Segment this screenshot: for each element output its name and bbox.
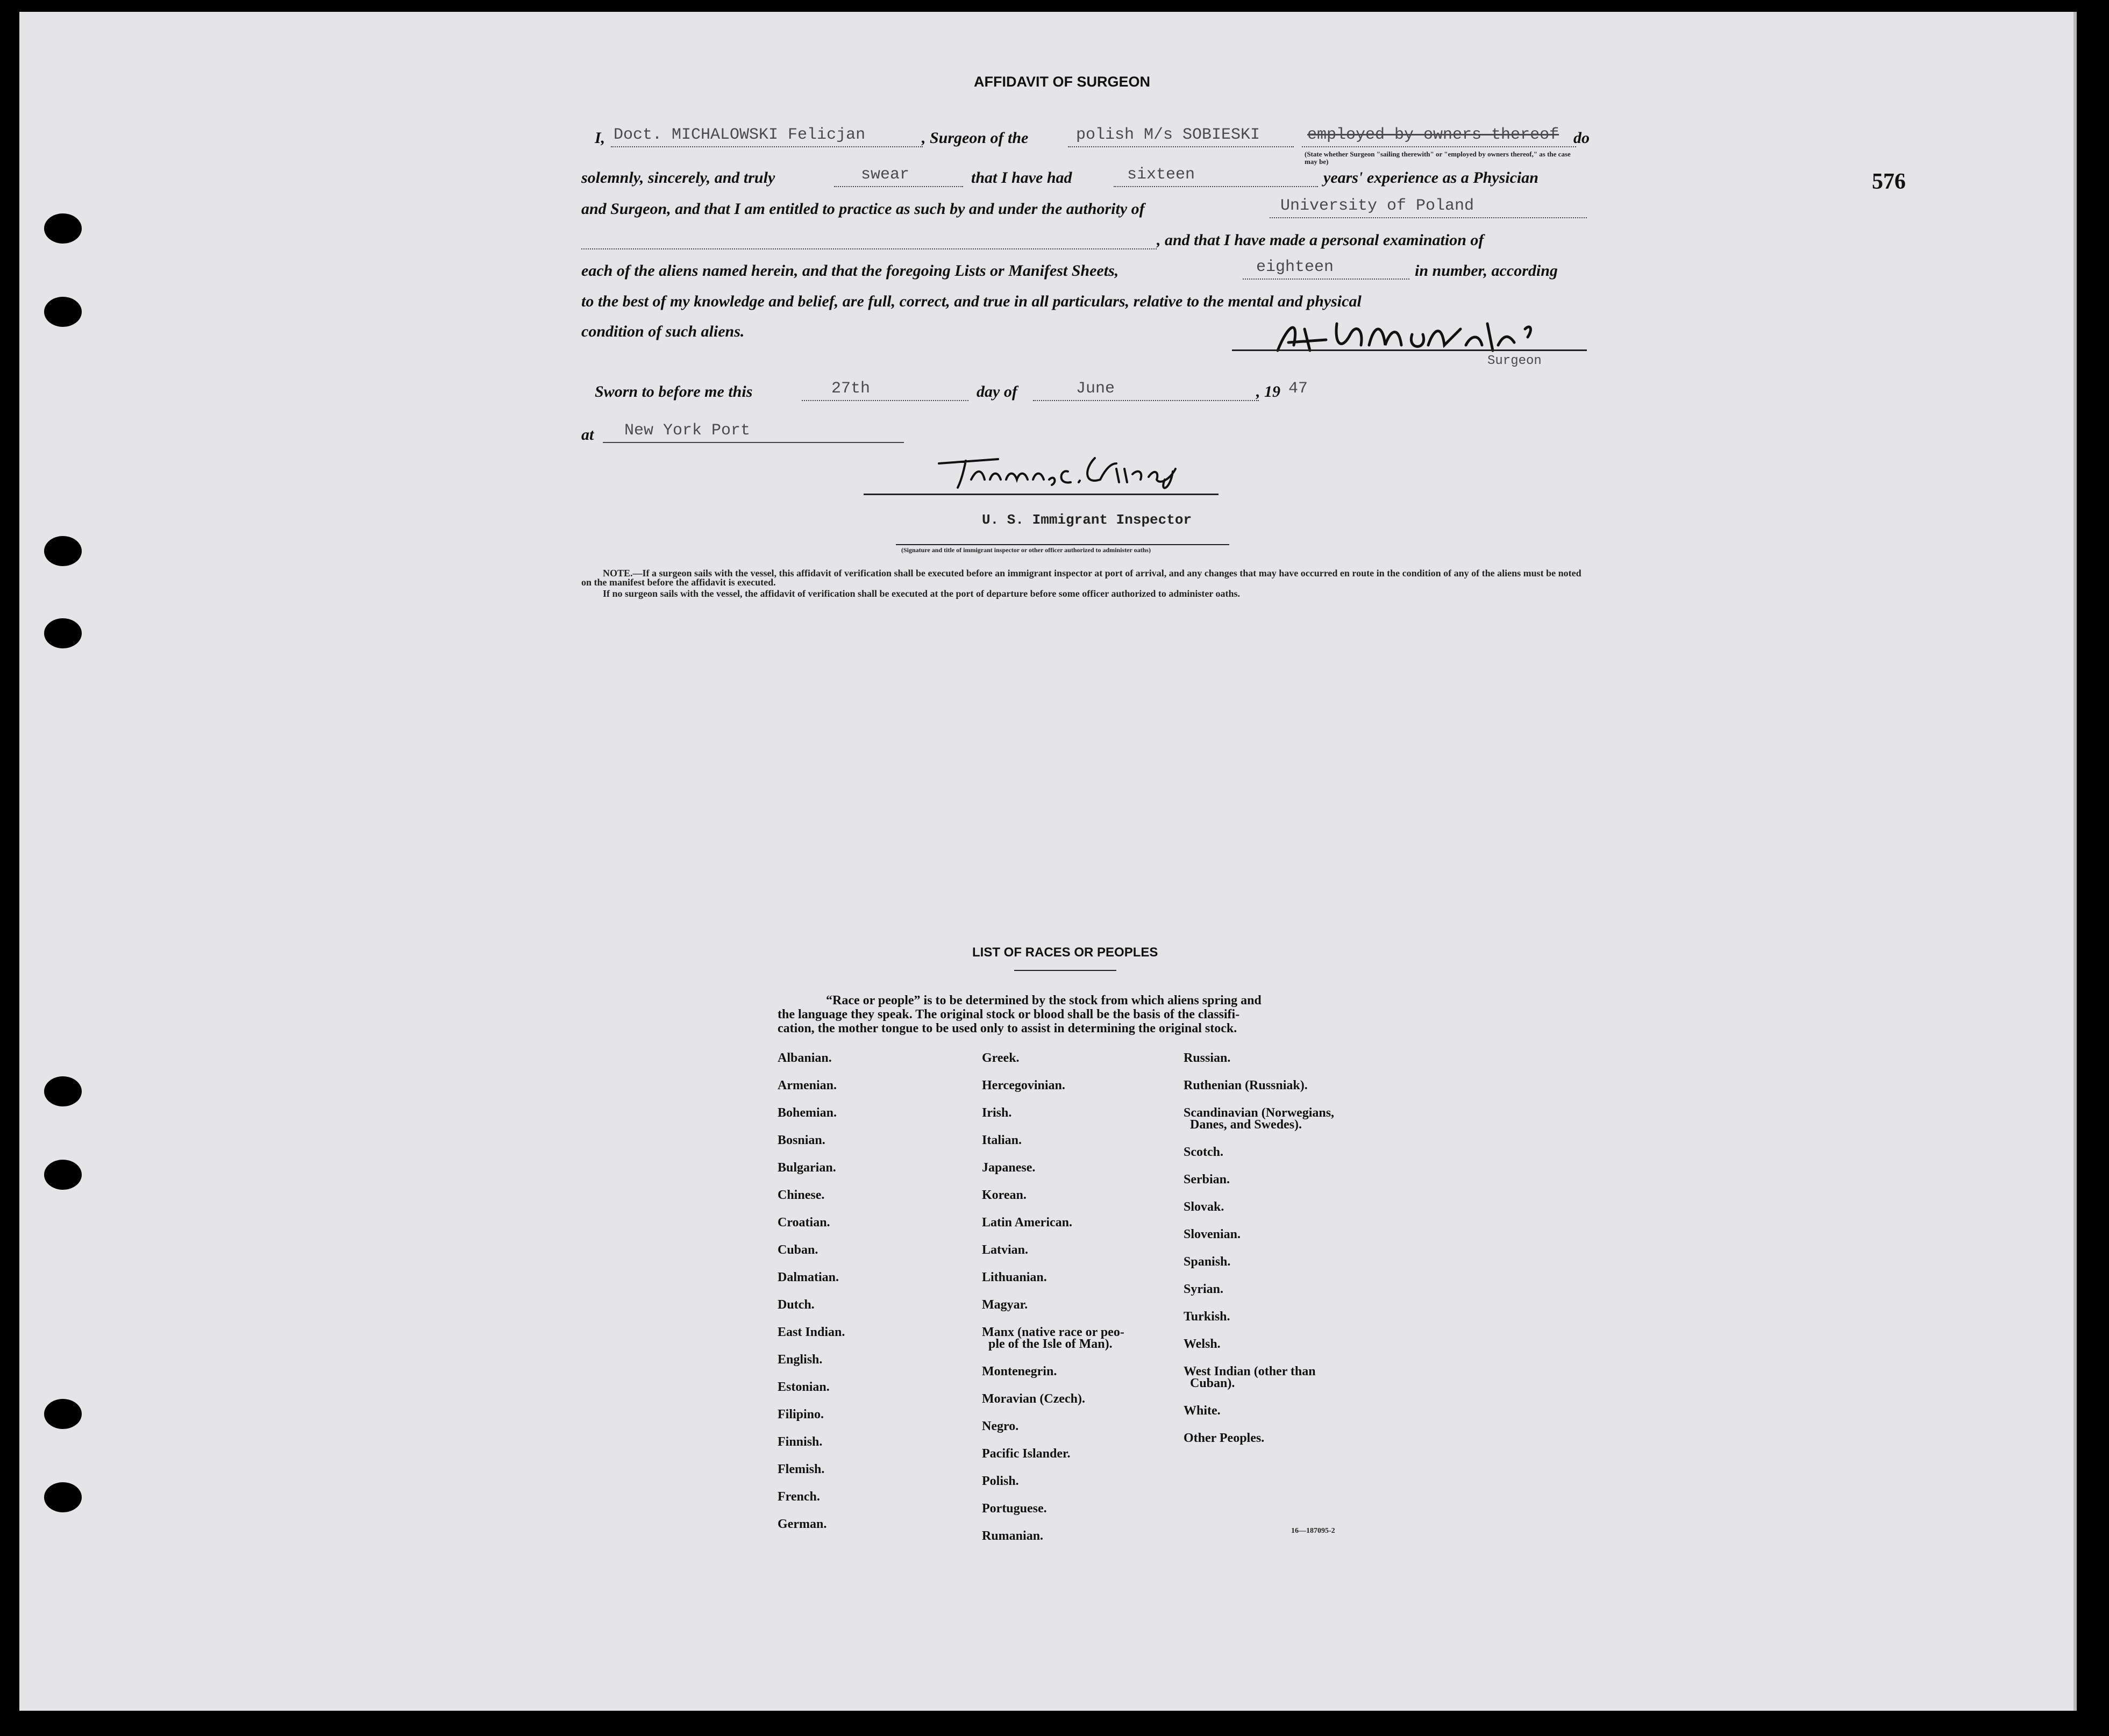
race-entry: Polish.	[982, 1474, 1019, 1488]
vessel-field-line	[1068, 146, 1294, 147]
race-entry: Russian.	[1184, 1051, 1231, 1065]
race-entry: Turkish.	[1184, 1310, 1230, 1324]
inspector-caption: (Signature and title of immigrant inspector or other officer authorized to administer oaths)	[901, 546, 1151, 554]
punch-hole	[44, 213, 82, 244]
sworn-year-prefix: , 19	[1256, 383, 1280, 401]
sheets-field: eighteen	[1256, 258, 1334, 276]
inspector-title: U. S. Immigrant Inspector	[982, 512, 1192, 528]
race-entry: Flemish.	[778, 1462, 825, 1476]
surgeon-label: Surgeon	[1487, 354, 1542, 368]
line2-end: years' experience as a Physician	[1323, 169, 1538, 187]
line2-mid: that I have had	[971, 169, 1072, 187]
line3-pre: and Surgeon, and that I am entitled to practice as such by and under the authority of	[581, 200, 1145, 218]
race-entry: French.	[778, 1490, 820, 1504]
name-field-line	[611, 146, 923, 147]
sworn-pre: Sworn to before me this	[595, 383, 753, 401]
race-entry: Latin American.	[982, 1216, 1072, 1230]
authority-field: University of Poland	[1280, 197, 1474, 215]
surgeon-signature-line	[1232, 349, 1587, 351]
race-entry: Irish.	[982, 1106, 1012, 1120]
note-paragraph-2: If no surgeon sails with the vessel, the affidavit of verification shall be executed at the port of departure before some officer authorized to administer oaths.	[603, 588, 1241, 599]
race-entry: Rumanian.	[982, 1529, 1044, 1543]
employment-note: (State whether Surgeon "sailing therewith" or "employed by owners thereof," as the case may be)	[1305, 150, 1571, 166]
punch-hole	[44, 1076, 82, 1106]
employment-field-line	[1302, 146, 1576, 147]
line6: to the best of my knowledge and belief, are full, correct, and true in all particulars, relative to the mental and physical	[581, 292, 1362, 310]
race-entry: Montenegrin.	[982, 1364, 1057, 1378]
race-entry: White.	[1184, 1404, 1221, 1418]
race-entry: Dutch.	[778, 1298, 815, 1312]
race-entry: Korean.	[982, 1188, 1027, 1202]
page-number: 576	[1872, 169, 1906, 194]
place-field-line	[603, 442, 904, 443]
races-intro-line-1: “Race or people” is to be determined by the stock from which aliens spring and	[826, 994, 1262, 1008]
race-entry: English.	[778, 1353, 823, 1367]
race-entry: Portuguese.	[982, 1502, 1047, 1516]
race-entry: Lithuanian.	[982, 1270, 1047, 1284]
races-title: LIST OF RACES OR PEOPLES	[972, 945, 1158, 960]
race-entry: Syrian.	[1184, 1282, 1224, 1296]
race-entry: Japanese.	[982, 1161, 1036, 1175]
line1-mid: , Surgeon of the	[922, 129, 1029, 147]
race-entry: Bulgarian.	[778, 1161, 836, 1175]
race-entry: Italian.	[982, 1133, 1022, 1147]
oath-field: swear	[861, 166, 910, 184]
race-entry: Armenian.	[778, 1078, 837, 1092]
affidavit-title: AFFIDAVIT OF SURGEON	[974, 74, 1150, 90]
document-page	[19, 12, 2077, 1711]
race-entry: Slovenian.	[1184, 1227, 1241, 1241]
month-field: June	[1076, 380, 1115, 398]
month-field-line	[1033, 400, 1259, 401]
race-entry: Negro.	[982, 1419, 1019, 1433]
line1-end: do	[1573, 129, 1590, 147]
inspector-caption-line	[896, 544, 1229, 545]
surgeon-name-field: Doct. MICHALOWSKI Felicjan	[614, 126, 866, 144]
race-entry: Cuban.	[778, 1243, 818, 1257]
race-entry: Hercegovinian.	[982, 1078, 1065, 1092]
punch-hole	[44, 1482, 82, 1512]
race-entry: East Indian.	[778, 1325, 845, 1339]
line1-pre: I,	[595, 129, 605, 147]
oath-field-line	[834, 186, 963, 187]
races-intro-line-3: cation, the mother tongue to be used only to assist in determining the original stock.	[778, 1021, 1237, 1035]
race-entry: Bosnian.	[778, 1133, 825, 1147]
race-entry: Estonian.	[778, 1380, 830, 1394]
race-entry: Finnish.	[778, 1435, 823, 1449]
line5-end: in number, according	[1415, 262, 1558, 280]
race-entry: Magyar.	[982, 1298, 1028, 1312]
line4-end: , and that I have made a personal examination of	[1157, 231, 1484, 249]
note-paragraph-1: NOTE.—If a surgeon sails with the vessel, this affidavit of verification shall be executed before an immigrant inspector at port of arrival, and any changes that may have occurred en route in the condition of any of the aliens must be noted on the manifest before the affidavit is executed.	[581, 568, 1581, 588]
sheets-field-line	[1243, 278, 1409, 280]
vessel-field: polish M/s SOBIESKI	[1076, 126, 1260, 144]
race-entry: Other Peoples.	[1184, 1431, 1265, 1445]
race-entry: Scandinavian (Norwegians, Danes, and Swedes).	[1184, 1106, 1335, 1132]
years-field-line	[1114, 186, 1318, 187]
authority-field-line	[1270, 217, 1587, 218]
punch-hole	[44, 1399, 82, 1429]
punch-hole	[44, 618, 82, 648]
races-title-underline	[1014, 970, 1116, 971]
race-entry: Scotch.	[1184, 1145, 1223, 1159]
inspector-signature	[934, 447, 1213, 496]
years-field: sixteen	[1127, 166, 1195, 184]
punch-hole	[44, 297, 82, 327]
race-entry: Slovak.	[1184, 1200, 1224, 1214]
race-entry: Greek.	[982, 1051, 1020, 1065]
authority-cont-line	[581, 248, 1157, 249]
race-entry: Moravian (Czech).	[982, 1392, 1085, 1406]
race-entry: Welsh.	[1184, 1337, 1221, 1351]
race-entry: Filipino.	[778, 1408, 824, 1421]
form-number: 16—187095-2	[1291, 1527, 1335, 1535]
race-entry: Latvian.	[982, 1243, 1029, 1257]
race-entry: Spanish.	[1184, 1255, 1231, 1269]
punch-hole	[44, 536, 82, 566]
line7: condition of such aliens.	[581, 323, 745, 340]
race-entry: Dalmatian.	[778, 1270, 839, 1284]
year-field: 47	[1288, 380, 1308, 398]
day-field: 27th	[831, 380, 871, 398]
races-intro-line-2: the language they speak. The original stock or blood shall be the basis of the classifi-	[778, 1008, 1240, 1021]
race-entry: German.	[778, 1517, 827, 1531]
race-entry: West Indian (other than Cuban).	[1184, 1364, 1316, 1390]
race-entry: Pacific Islander.	[982, 1447, 1071, 1461]
line5-pre: each of the aliens named herein, and that the foregoing Lists or Manifest Sheets,	[581, 262, 1119, 280]
race-entry: Albanian.	[778, 1051, 832, 1065]
race-entry: Manx (native race or peo- ple of the Isle of Man).	[982, 1325, 1124, 1351]
employment-field: employed by owners thereof	[1307, 126, 1559, 144]
place-field: New York Port	[624, 422, 751, 440]
day-field-line	[802, 400, 968, 401]
sworn-mid: day of	[977, 383, 1017, 401]
race-entry: Serbian.	[1184, 1173, 1230, 1187]
inspector-signature-line	[864, 494, 1219, 495]
race-entry: Ruthenian (Russniak).	[1184, 1078, 1308, 1092]
race-entry: Croatian.	[778, 1216, 830, 1230]
race-entry: Chinese.	[778, 1188, 825, 1202]
at-pre: at	[581, 426, 594, 444]
race-entry: Bohemian.	[778, 1106, 837, 1120]
punch-hole	[44, 1160, 82, 1190]
line2-pre: solemnly, sincerely, and truly	[581, 169, 775, 187]
